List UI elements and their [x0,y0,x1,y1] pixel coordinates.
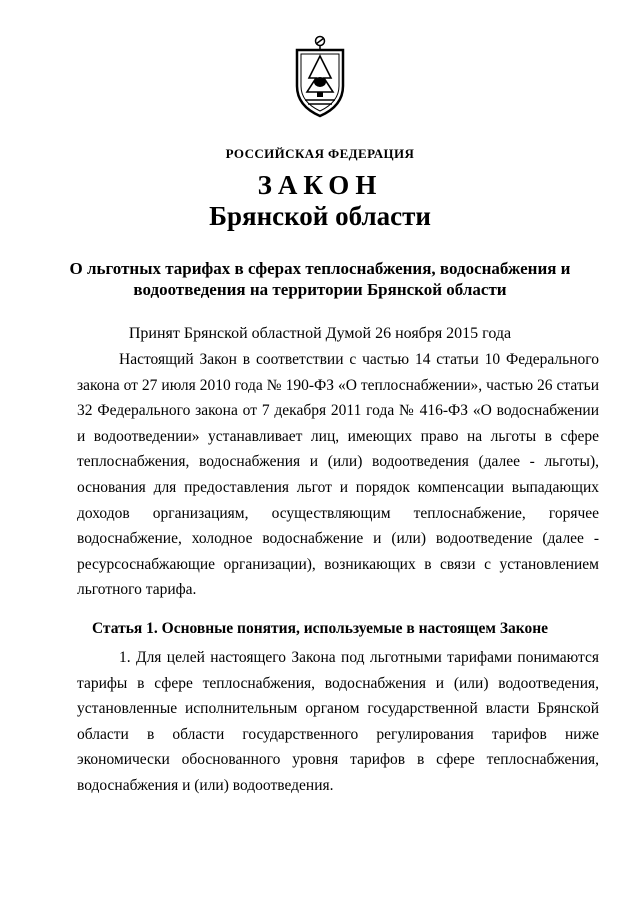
region-name: Брянской области [209,201,431,231]
bryansk-coat-of-arms-emblem [293,34,347,118]
article-1-paragraph-1: 1. Для целей настоящего Закона под льготными тарифами понимаются тарифы в сфере теплоснабжения, водоснабжения и (или) водоотведения, установленные исполнительным органом государственной власти Брянской области в области государственного регулирования тарифов ниже экономически обоснованного уровня тарифов в сфере теплоснабжения, водоснабжения и (или) водоотведения. [77,649,599,794]
preamble-paragraph: Настоящий Закон в соответствии с частью 14 статьи 10 Федерального закона от 27 июля 2010 года № 190-ФЗ «О теплоснабжении», частью 26 статьи 32 Федерального закона от 7 декабря 2011 года № 416-ФЗ «О водоснабжении и водоотведении» устанавливает лиц, имеющих право на льготы в сфере теплоснабжения, водоснабжения и (или) водоотведения (далее - льготы), основания для предоставления льгот и порядок компенсации выпадающих доходов организациям, осуществляющим теплоснабжение, горячее водоснабжение, холодное водоснабжение и (или) водоотведение (далее - ресурсоснабжающие организации), возникающих в связи с установлением льготного тарифа. [77,351,599,599]
document-type: ЗАКОН [257,170,383,200]
adoption-line: Принят Брянской областной Думой 26 ноября 2015 года [128,325,512,342]
law-title-line-1: О льготных тарифах в сферах теплоснабжения, водоснабжения и [69,259,571,278]
law-title [0,258,640,300]
country-name: РОССИЙСКАЯ ФЕДЕРАЦИЯ [225,146,415,161]
article-1-heading: Статья 1. Основные понятия, используемые в настоящем Законе [91,620,549,637]
law-title-line-2: водоотведения на территории Брянской области [133,280,507,299]
